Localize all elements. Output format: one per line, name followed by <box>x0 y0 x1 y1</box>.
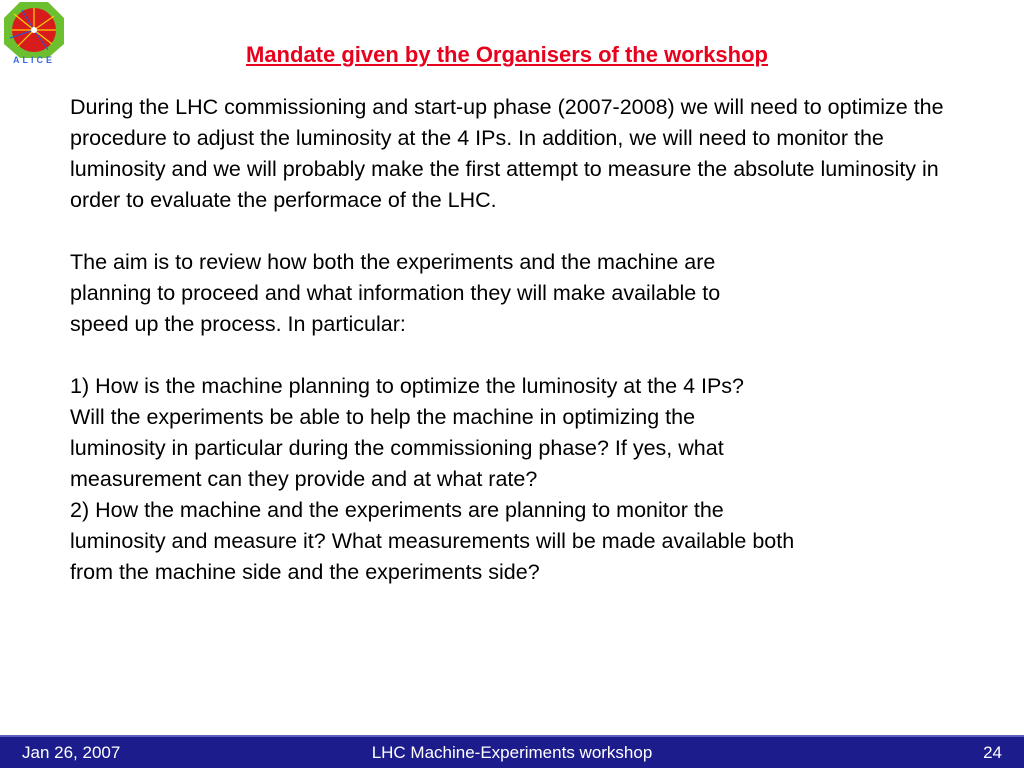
slide-body <box>70 92 960 588</box>
question-1-line-1: 1) How is the machine planning to optimize the luminosity at the 4 IPs? <box>70 374 745 398</box>
question-1-line-3: luminosity in particular during the commissioning phase? If yes, what <box>70 436 724 460</box>
logo-label: ALICE <box>13 55 55 65</box>
question-1-line-4: measurement can they provide and at what rate? <box>70 467 538 491</box>
page-number: 24 <box>983 743 1002 762</box>
question-2-line-2: luminosity and measure it? What measurements will be made available both <box>70 529 795 553</box>
slide-footer <box>0 735 1024 768</box>
footer-date: Jan 26, 2007 <box>22 743 121 762</box>
question-1-line-2: Will the experiments be able to help the machine in optimizing the <box>70 405 696 429</box>
footer-title: LHC Machine-Experiments workshop <box>371 743 653 762</box>
aim-line-1: The aim is to review how both the experiments and the machine are <box>70 250 716 274</box>
question-2-line-1: 2) How the machine and the experiments are planning to monitor the <box>70 498 724 522</box>
question-2-line-3: from the machine side and the experiments side? <box>70 560 540 584</box>
aim-line-2: planning to proceed and what information they will make available to <box>70 281 721 305</box>
aim-line-3: speed up the process. In particular: <box>70 312 406 336</box>
slide-title: Mandate given by the Organisers of the workshop <box>246 42 768 67</box>
intro-paragraph: During the LHC commissioning and start-up phase (2007-2008) we will need to optimize the procedure to adjust the luminosity at the 4 IPs. In addition, we will need to monitor the luminosity and we will probably make the first attempt to measure the absolute luminosity in order to evaluate the performace of the LHC. <box>70 95 944 212</box>
